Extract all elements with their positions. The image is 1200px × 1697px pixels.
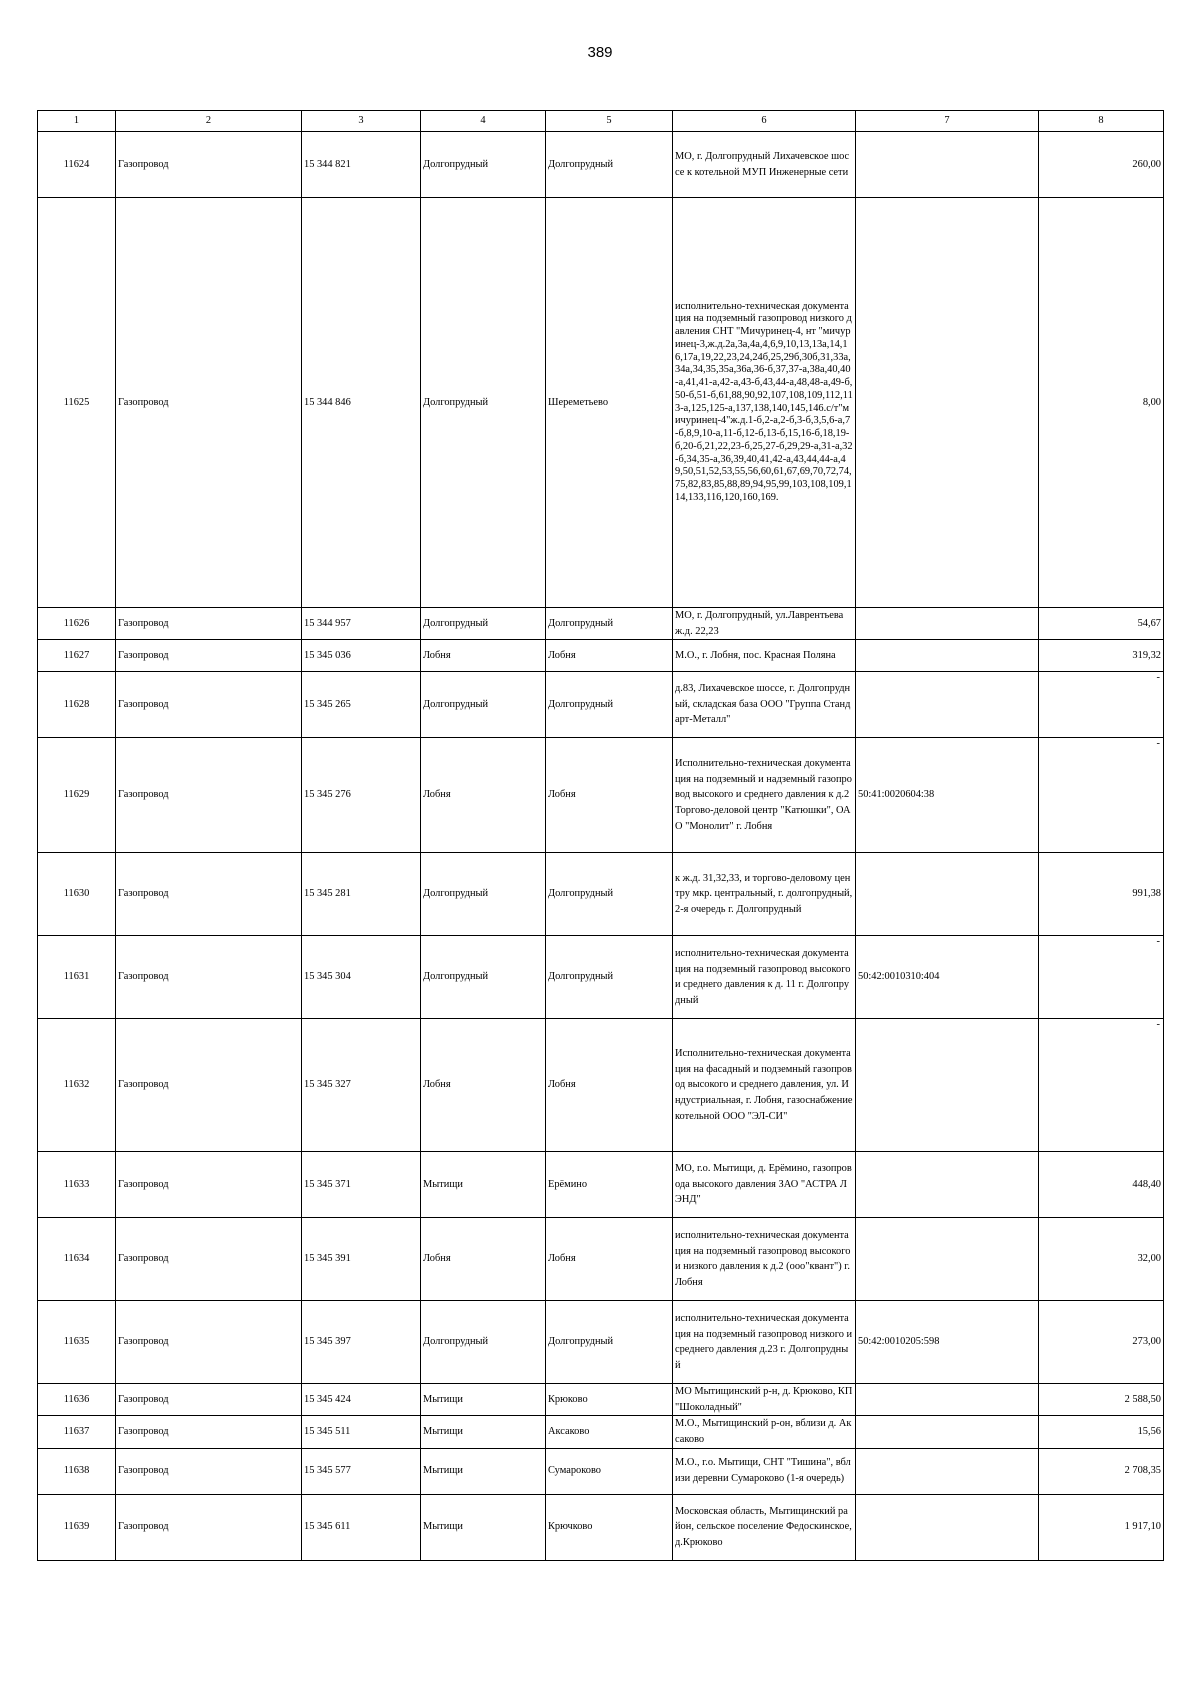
- length-value: 319,32: [1039, 640, 1164, 672]
- row-number: 11631: [38, 936, 116, 1019]
- district: Мытищи: [421, 1416, 546, 1448]
- row-number: 11624: [38, 132, 116, 198]
- address: Исполнительно-техническая документация на фасадный и подземный газопровод высокого и среднего давления, ул. Индустриальная, г. Лобня, газоснабжение котельной ООО "ЭЛ-СИ": [673, 1019, 856, 1152]
- locality: Крюково: [546, 1384, 673, 1416]
- table-row: [38, 1019, 1164, 1152]
- locality: Долгопрудный: [546, 672, 673, 738]
- table-row: [38, 1448, 1164, 1494]
- locality: Долгопрудный: [546, 608, 673, 640]
- table-row: [38, 132, 1164, 198]
- cadastral-number: 50:41:0020604:38: [856, 738, 1039, 853]
- table-row: [38, 640, 1164, 672]
- length-dash: -: [1156, 1019, 1160, 1031]
- object-code: 15 345 327: [302, 1019, 421, 1152]
- row-number: 11634: [38, 1218, 116, 1301]
- locality: Долгопрудный: [546, 1301, 673, 1384]
- cadastral-number: 50:42:0010205:598: [856, 1301, 1039, 1384]
- object-code: 15 345 036: [302, 640, 421, 672]
- address: к ж.д. 31,32,33, и торгово-деловому центру мкр. центральный, г. долгопрудный, 2-я очередь г. Долгопрудный: [673, 853, 856, 936]
- object-type: Газопровод: [116, 1448, 302, 1494]
- length-value: 991,38: [1039, 853, 1164, 936]
- locality: Долгопрудный: [546, 853, 673, 936]
- locality: Аксаково: [546, 1416, 673, 1448]
- row-number: 11633: [38, 1152, 116, 1218]
- cadastral-number: 50:42:0010310:404: [856, 936, 1039, 1019]
- length-value: 1 917,10: [1039, 1494, 1164, 1560]
- address: исполнительно-техническая документация на подземный газопровод низкого давления СНТ "Мичуринец-4, нт "мичуринец-3,ж.д.2а,3а,4а,4,6,9,10,13,13а,14,16,17а,19,22,23,24,24б,25,29б,30б,31,33а,34а,34,35,35а,36а,36-б,37,37-а,38а,40,40-а,41,41-а,42-а,43-б,43,44-а,48,48-а,49-б,50-б,51-б,61,88,90,92,107,108,109,112,113-а,125,125-а,137,138,140,145,146.с/т"мичуринец-4"ж.д.1-б,2-а,2-б,3-б,3,5,6-а,7-б,8,9,10-а,11-б,12-б,13-б,15,16-б,18,19-б,20-б,21,22,23-б,25,27-б,29,29-а,31-а,32-б,34,35-а,36,39,40,41,42-а,43,44,44-а,49,50,51,52,53,55,56,60,61,67,69,70,72,74,75,82,83,85,88,89,94,95,99,103,108,109,114,133,116,120,160,169.: [673, 198, 856, 608]
- cadastral-number: [856, 1448, 1039, 1494]
- cadastral-number: [856, 1019, 1039, 1152]
- object-code: 15 345 276: [302, 738, 421, 853]
- object-code: 15 345 304: [302, 936, 421, 1019]
- district: Долгопрудный: [421, 198, 546, 608]
- table-row: [38, 672, 1164, 738]
- district: Мытищи: [421, 1152, 546, 1218]
- cadastral-number: [856, 853, 1039, 936]
- length-value: 8,00: [1039, 198, 1164, 608]
- address: МО Мытищинский р-н, д. Крюково, КП "Шоколадный": [673, 1384, 856, 1416]
- row-number: 11635: [38, 1301, 116, 1384]
- column-header-row: [38, 111, 1164, 132]
- object-type: Газопровод: [116, 738, 302, 853]
- address: М.О., г. Лобня, пос. Красная Поляна: [673, 640, 856, 672]
- locality: Долгопрудный: [546, 936, 673, 1019]
- locality: Крючково: [546, 1494, 673, 1560]
- locality: Шереметьево: [546, 198, 673, 608]
- object-type: Газопровод: [116, 608, 302, 640]
- row-number: 11636: [38, 1384, 116, 1416]
- length-value: [1039, 672, 1164, 738]
- locality: Сумароково: [546, 1448, 673, 1494]
- cadastral-number: [856, 1218, 1039, 1301]
- length-value: 2 708,35: [1039, 1448, 1164, 1494]
- address: МО, г. Долгопрудный Лихачевское шоссе к котельной МУП Инженерные сети: [673, 132, 856, 198]
- address: д.83, Лихачевское шоссе, г. Долгопрудный, складская база ООО "Группа Стандарт-Металл": [673, 672, 856, 738]
- length-value: 15,56: [1039, 1416, 1164, 1448]
- cadastral-number: [856, 1384, 1039, 1416]
- address: Исполнительно-техническая документация на подземный и надземный газопровод высокого и среднего давления к д.2 Торгово-деловой центр "Катюшки", ОАО "Монолит" г. Лобня: [673, 738, 856, 853]
- locality: Лобня: [546, 1218, 673, 1301]
- locality: Лобня: [546, 640, 673, 672]
- row-number: 11626: [38, 608, 116, 640]
- length-value: 273,00: [1039, 1301, 1164, 1384]
- address: исполнительно-техническая документация на подземный газопровод высокого и среднего давления к д. 11 г. Долгопрудный: [673, 936, 856, 1019]
- column-header: 3: [302, 111, 421, 132]
- column-header: 6: [673, 111, 856, 132]
- column-header: 4: [421, 111, 546, 132]
- length-value: 32,00: [1039, 1218, 1164, 1301]
- column-header: 8: [1039, 111, 1164, 132]
- length-value: 448,40: [1039, 1152, 1164, 1218]
- page-number: 389: [587, 44, 613, 61]
- object-type: Газопровод: [116, 198, 302, 608]
- district: Долгопрудный: [421, 608, 546, 640]
- address: М.О., г.о. Мытищи, СНТ "Тишина", вблизи деревни Сумароково (1-я очередь): [673, 1448, 856, 1494]
- district: Мытищи: [421, 1448, 546, 1494]
- row-number: 11625: [38, 198, 116, 608]
- district: Мытищи: [421, 1494, 546, 1560]
- object-type: Газопровод: [116, 1384, 302, 1416]
- district: Долгопрудный: [421, 132, 546, 198]
- object-code: 15 345 611: [302, 1494, 421, 1560]
- object-code: 15 345 424: [302, 1384, 421, 1416]
- object-code: 15 344 957: [302, 608, 421, 640]
- object-code: 15 345 265: [302, 672, 421, 738]
- cadastral-number: [856, 198, 1039, 608]
- district: Долгопрудный: [421, 672, 546, 738]
- district: Мытищи: [421, 1384, 546, 1416]
- length-dash: -: [1156, 672, 1160, 684]
- length-value: 260,00: [1039, 132, 1164, 198]
- address: МО, г. Долгопрудный, ул.Лаврентьева ж.д. 22,23: [673, 608, 856, 640]
- table-row: [38, 198, 1164, 608]
- table-row: [38, 936, 1164, 1019]
- table-row: [38, 1494, 1164, 1560]
- length-value: 54,67: [1039, 608, 1164, 640]
- column-header: 5: [546, 111, 673, 132]
- length-value: [1039, 738, 1164, 853]
- object-type: Газопровод: [116, 640, 302, 672]
- object-type: Газопровод: [116, 1152, 302, 1218]
- table-row: [38, 1218, 1164, 1301]
- cadastral-number: [856, 672, 1039, 738]
- table-row: [38, 738, 1164, 853]
- table-row: [38, 853, 1164, 936]
- cadastral-number: [856, 608, 1039, 640]
- object-type: Газопровод: [116, 936, 302, 1019]
- district: Долгопрудный: [421, 853, 546, 936]
- object-type: Газопровод: [116, 1218, 302, 1301]
- column-header: 7: [856, 111, 1039, 132]
- length-dash: -: [1156, 936, 1160, 948]
- address: МО, г.о. Мытищи, д. Ерёмино, газопровода высокого давления ЗАО "АСТРА ЛЭНД": [673, 1152, 856, 1218]
- object-type: Газопровод: [116, 1416, 302, 1448]
- locality: Лобня: [546, 738, 673, 853]
- object-code: 15 345 397: [302, 1301, 421, 1384]
- table-row: [38, 1152, 1164, 1218]
- object-type: Газопровод: [116, 1019, 302, 1152]
- address: М.О., Мытищинский р-он, вблизи д. Аксаково: [673, 1416, 856, 1448]
- row-number: 11629: [38, 738, 116, 853]
- address: исполнительно-техническая документация на подземный газопровод низкого и среднего давления д.23 г. Долгопрудный: [673, 1301, 856, 1384]
- row-number: 11628: [38, 672, 116, 738]
- row-number: 11637: [38, 1416, 116, 1448]
- row-number: 11638: [38, 1448, 116, 1494]
- column-header: 2: [116, 111, 302, 132]
- locality: Лобня: [546, 1019, 673, 1152]
- cadastral-number: [856, 1416, 1039, 1448]
- object-code: 15 344 846: [302, 198, 421, 608]
- registry-table: [37, 110, 1164, 1561]
- length-value: [1039, 1019, 1164, 1152]
- address: Московская область, Мытищинский район, сельское поселение Федоскинское, д.Крюково: [673, 1494, 856, 1560]
- object-code: 15 344 821: [302, 132, 421, 198]
- length-value: 2 588,50: [1039, 1384, 1164, 1416]
- length-value: [1039, 936, 1164, 1019]
- object-type: Газопровод: [116, 132, 302, 198]
- row-number: 11639: [38, 1494, 116, 1560]
- table-row: [38, 1301, 1164, 1384]
- object-code: 15 345 371: [302, 1152, 421, 1218]
- object-code: 15 345 511: [302, 1416, 421, 1448]
- cadastral-number: [856, 1152, 1039, 1218]
- table-row: [38, 1416, 1164, 1448]
- length-dash: -: [1156, 738, 1160, 750]
- row-number: 11632: [38, 1019, 116, 1152]
- object-code: 15 345 391: [302, 1218, 421, 1301]
- district: Лобня: [421, 1019, 546, 1152]
- object-code: 15 345 577: [302, 1448, 421, 1494]
- cadastral-number: [856, 640, 1039, 672]
- row-number: 11627: [38, 640, 116, 672]
- district: Лобня: [421, 1218, 546, 1301]
- district: Лобня: [421, 738, 546, 853]
- locality: Долгопрудный: [546, 132, 673, 198]
- cadastral-number: [856, 132, 1039, 198]
- object-type: Газопровод: [116, 672, 302, 738]
- address: исполнительно-техническая документация на подземный газопровод высокого и низкого давления к д.2 (ооо"квант") г. Лобня: [673, 1218, 856, 1301]
- row-number: 11630: [38, 853, 116, 936]
- district: Долгопрудный: [421, 1301, 546, 1384]
- object-type: Газопровод: [116, 1494, 302, 1560]
- district: Долгопрудный: [421, 936, 546, 1019]
- table-row: [38, 1384, 1164, 1416]
- object-code: 15 345 281: [302, 853, 421, 936]
- object-type: Газопровод: [116, 853, 302, 936]
- table-row: [38, 608, 1164, 640]
- district: Лобня: [421, 640, 546, 672]
- column-header: 1: [38, 111, 116, 132]
- locality: Ерёмино: [546, 1152, 673, 1218]
- cadastral-number: [856, 1494, 1039, 1560]
- object-type: Газопровод: [116, 1301, 302, 1384]
